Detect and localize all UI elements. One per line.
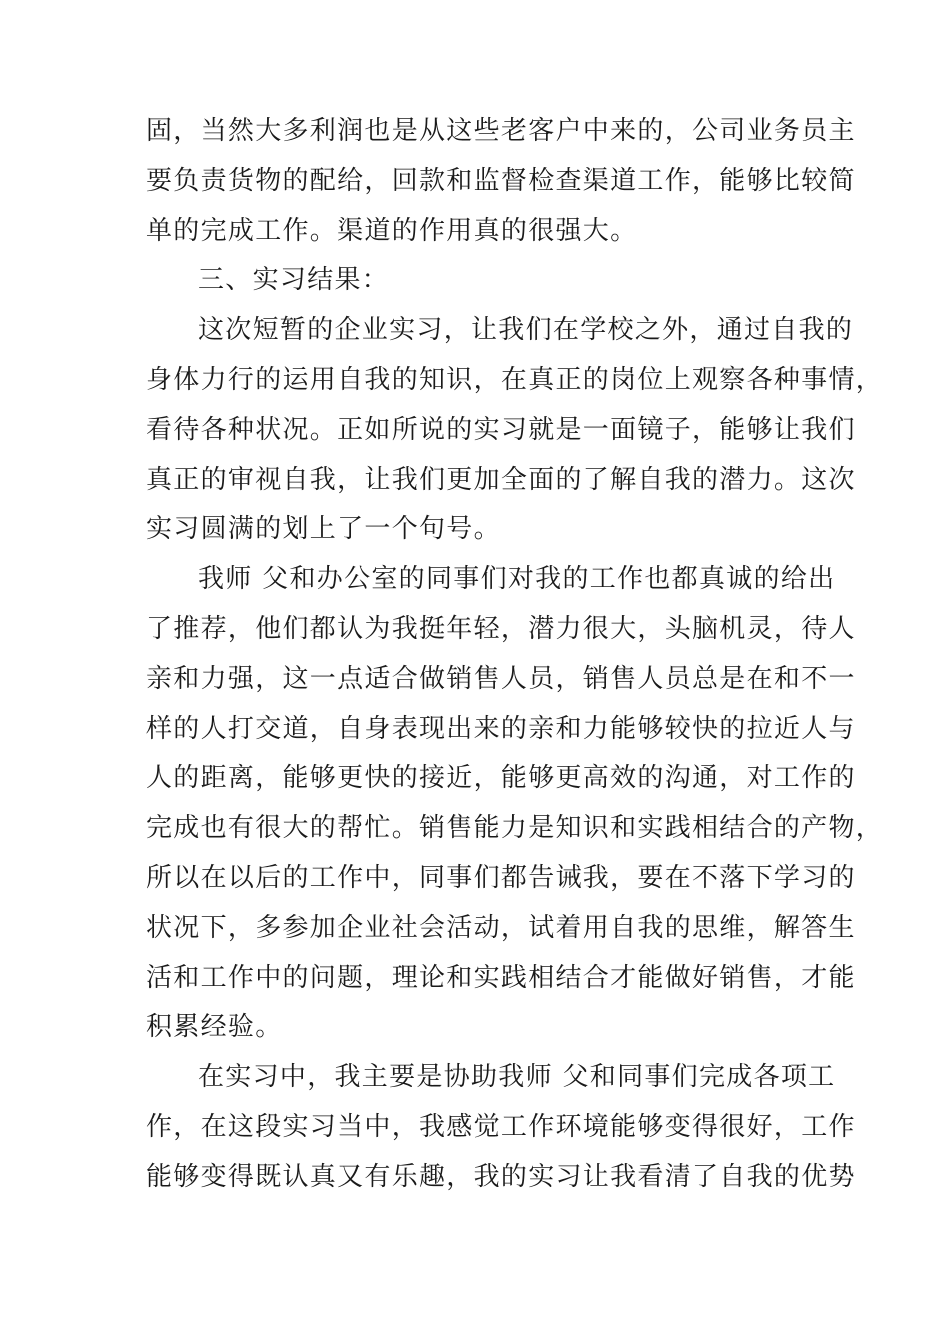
document-body xyxy=(146,107,884,1203)
section-heading: 三、实习结果： xyxy=(198,265,390,296)
text-line: 积累经验。 xyxy=(146,1012,283,1043)
text-line: 单的完成工作。渠道的作用真的很强大。 xyxy=(146,215,638,246)
text-line: 身体力行的运用自我的知识，在真正的岗位上观察各种事情， xyxy=(146,364,884,395)
text-line: 这次短暂的企业实习，让我们在学校之外，通过自我的 xyxy=(198,315,854,346)
text-line: 所以在以后的工作中，同事们都告诫我，要在不落下学习的 xyxy=(146,862,856,893)
text-line: 活和工作中的问题，理论和实践相结合才能做好销售，才能 xyxy=(146,962,856,993)
text-line: 状况下，多参加企业社会活动，试着用自我的思维，解答生 xyxy=(146,912,856,943)
text-line: 固，当然大多利润也是从这些老客户中来的，公司业务员主 xyxy=(146,116,856,146)
text-line: 看待各种状况。正如所说的实习就是一面镜子，能够让我们 xyxy=(146,414,856,445)
text-line: 人的距离，能够更快的接近，能够更高效的沟通，对工作的 xyxy=(146,763,856,794)
text-line: 亲和力强，这一点适合做销售人员，销售人员总是在和不一 xyxy=(146,663,856,694)
text-line: 作，在这段实习当中，我感觉工作环境能够变得很好，工作 xyxy=(146,1111,856,1142)
text-line: 在实习中，我主要是协助我师 父和同事们完成各项工 xyxy=(198,1062,836,1093)
text-line: 能够变得既认真又有乐趣，我的实习让我看清了自我的优势 xyxy=(146,1161,856,1192)
text-line: 样的人打交道，自身表现出来的亲和力能够较快的拉近人与 xyxy=(146,713,856,744)
text-line: 要负责货物的配给，回款和监督检查渠道工作，能够比较简 xyxy=(146,165,856,196)
text-line: 真正的审视自我，让我们更加全面的了解自我的潜力。这次 xyxy=(146,464,856,495)
text-line: 完成也有很大的帮忙。销售能力是知识和实践相结合的产物， xyxy=(146,813,884,844)
text-line: 实习圆满的划上了一个句号。 xyxy=(146,514,501,545)
text-line: 我师 父和办公室的同事们对我的工作也都真诚的给出 xyxy=(198,564,836,595)
text-line: 了推荐，他们都认为我挺年轻，潜力很大，头脑机灵，待人 xyxy=(146,613,856,644)
